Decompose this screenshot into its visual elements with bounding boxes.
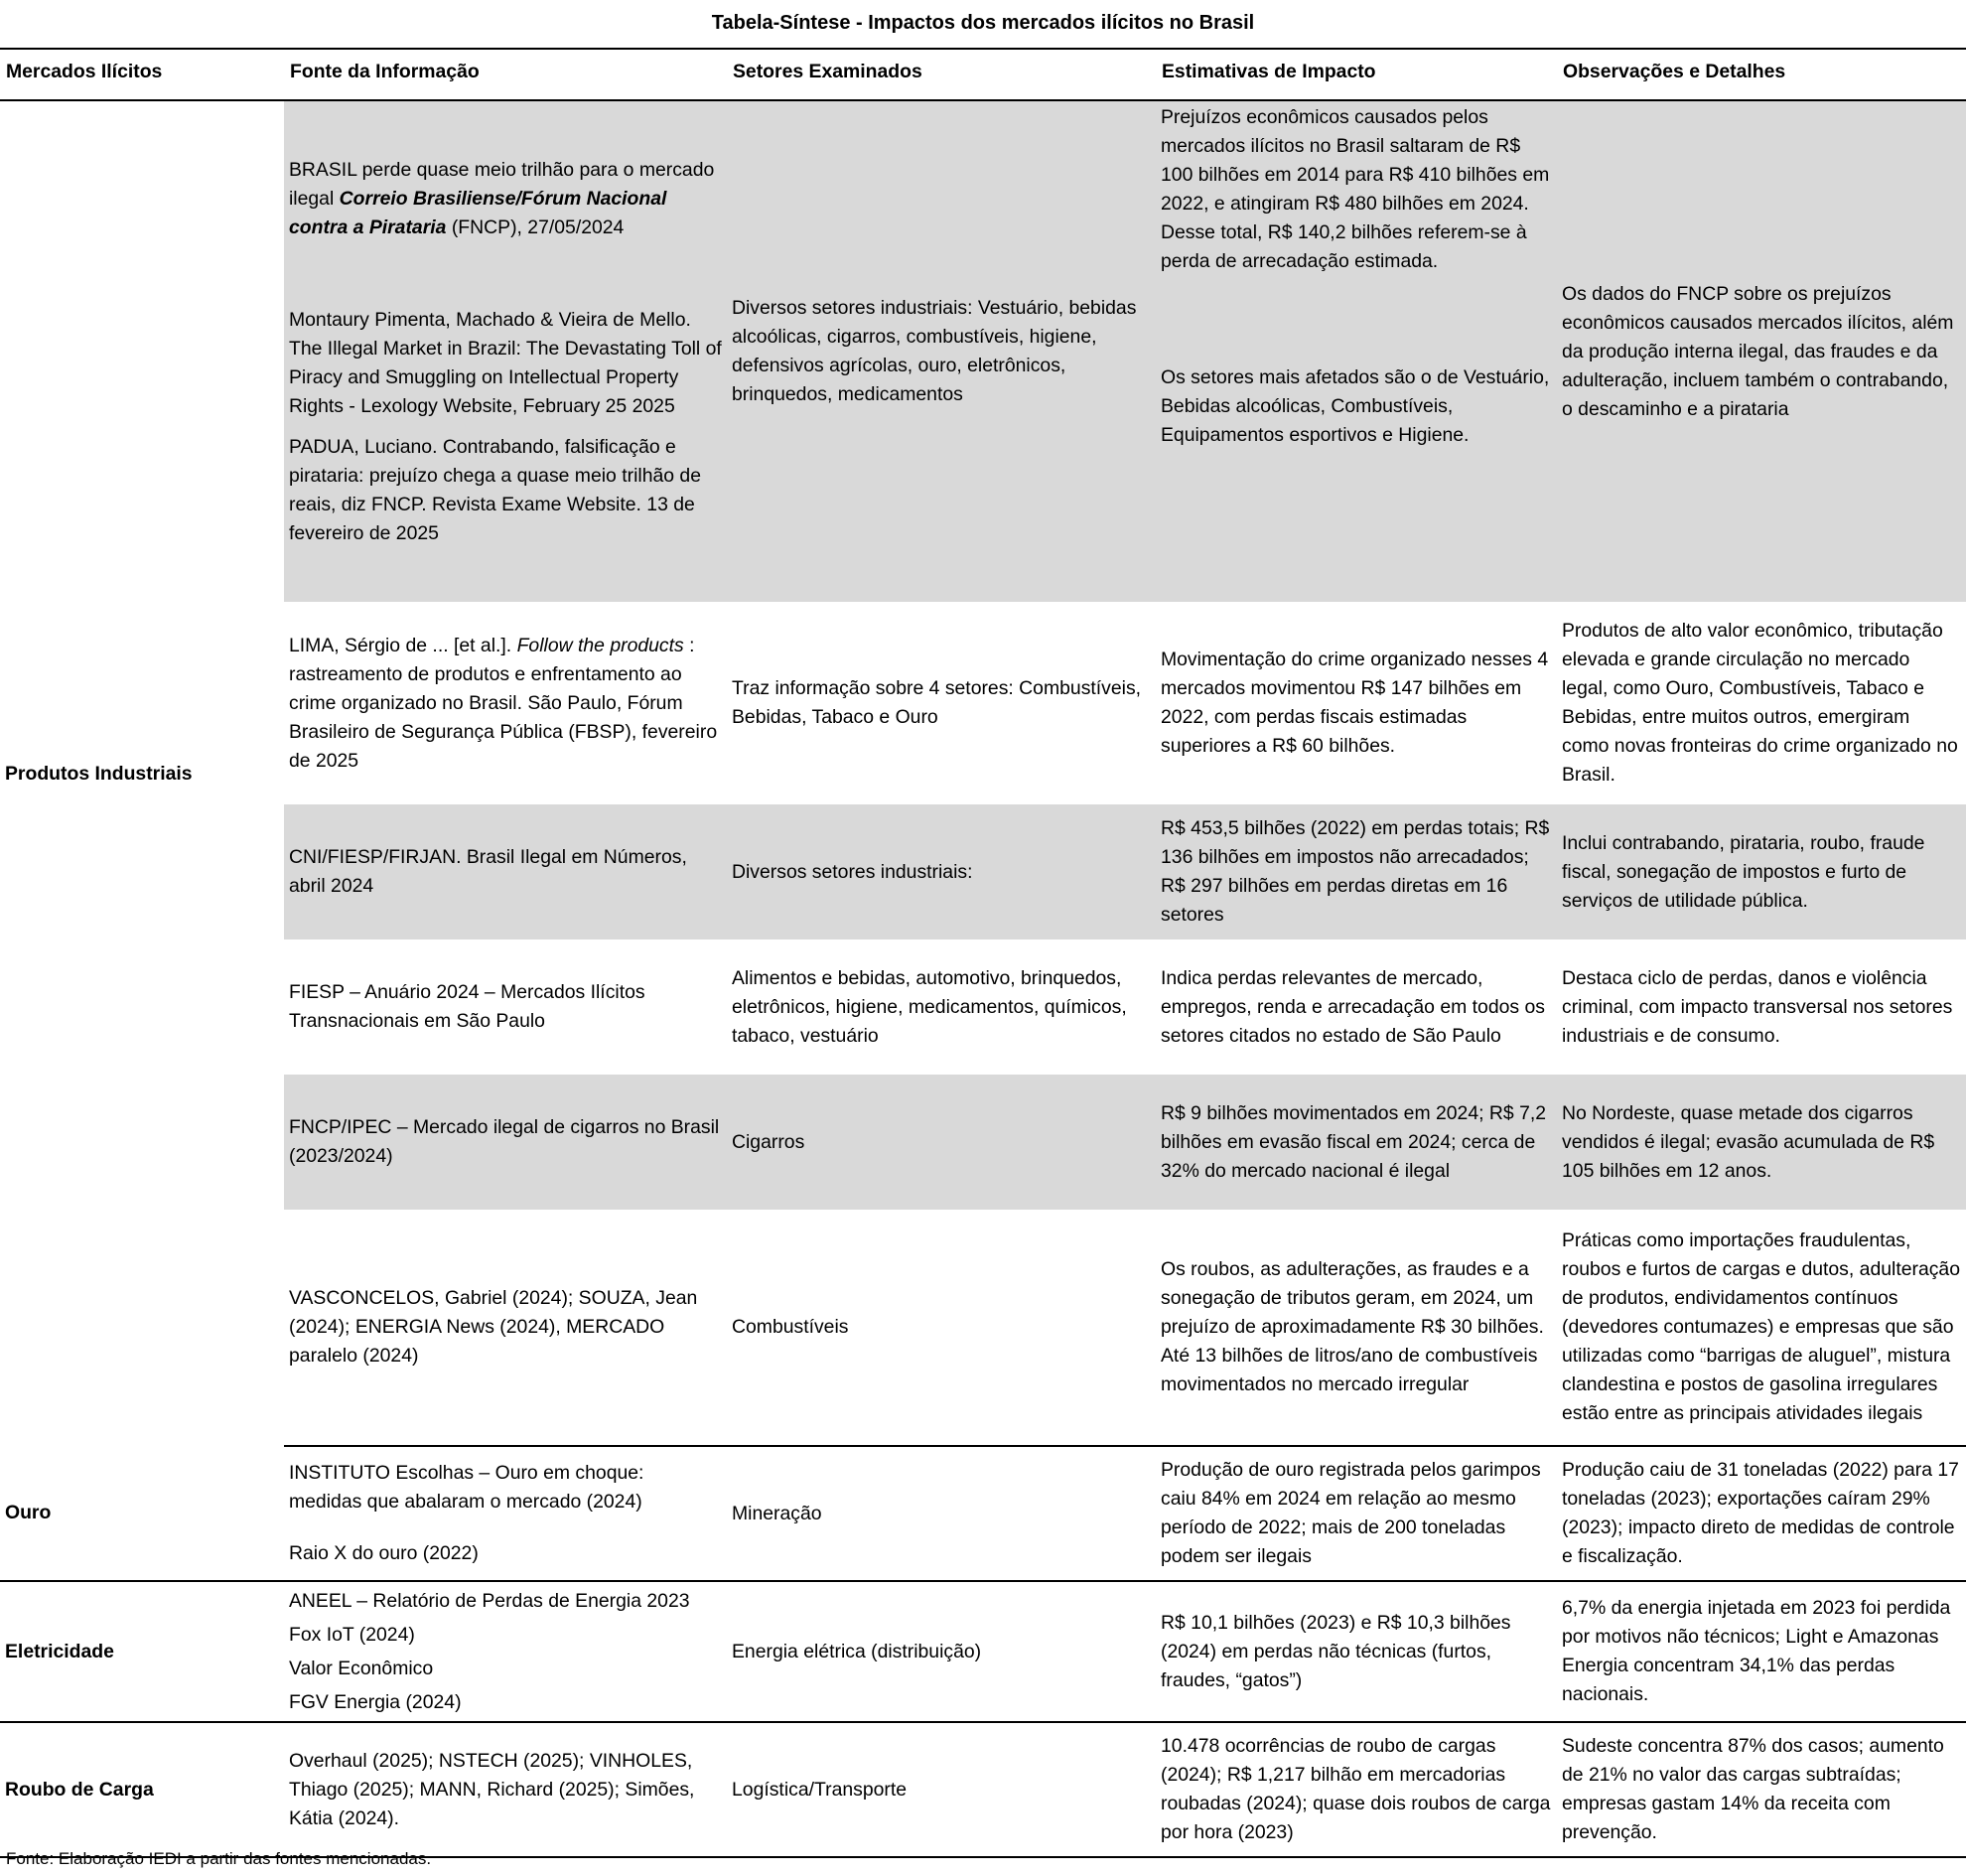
table-row [0,602,1966,804]
table-row [0,1446,1966,1581]
notes-cell: Práticas como importações fraudulentas, roubos e furtos de cargas e dutos, adulteração de produtos, endividamentos contínuos (devedores contumazes) e empresas que são utilizadas como “barrigas de aluguel”, mistura clandestina e postos de gasolina irregulares estão entre as principais atividades ilegais [1557,1210,1966,1446]
source-cell [284,100,727,602]
source-cell: INSTITUTO Escolhas – Ouro em choque: medidas que abalaram o mercado (2024) Raio X do ouro (2022) [284,1446,727,1581]
sectors-cell: Diversos setores industriais: Vestuário, bebidas alcoólicas, cigarros, combustíveis, higiene, defensivos agrícolas, ouro, eletrônicos, brinquedos, medicamentos [727,100,1156,602]
impact-cell: Os roubos, as adulterações, as fraudes e a sonegação de tributos geram, em 2024, um prejuízo de aproximadamente R$ 30 bilhões. Até 13 bilhões de litros/ano de combustíveis movimentados no mercado irregular [1156,1210,1557,1446]
impact-cell: R$ 453,5 bilhões (2022) em perdas totais; R$ 136 bilhões em impostos não arrecadados; R$ 297 bilhões em perdas diretas em 16 setores [1156,804,1557,939]
notes-cell: 6,7% da energia injetada em 2023 foi perdida por motivos não técnicos; Light e Amazonas Energia concentram 34,1% das perdas nacionais. [1557,1581,1966,1722]
header-observacoes: Observações e Detalhes [1557,49,1966,100]
header-setores: Setores Examinados [727,49,1156,100]
source-cell: Overhaul (2025); NSTECH (2025); VINHOLES, Thiago (2025); MANN, Richard (2025); Simões, Kátia (2024). [284,1722,727,1857]
notes-cell: Produtos de alto valor econômico, tributação elevada e grande circulação no mercado legal, como Ouro, Combustíveis, Tabaco e Bebidas, entre muitos outros, emergiram como novas fronteiras do crime organizado no Brasil. [1562,620,1958,786]
table-row [0,1581,1966,1722]
header-row [0,49,1966,100]
market-ouro: Ouro [0,1446,284,1581]
sectors-cell: Diversos setores industriais: [727,804,1156,939]
impact-cell: Produção de ouro registrada pelos garimpos caiu 84% em 2024 em relação ao mesmo período de 2022; mais de 200 toneladas podem ser ilegais [1156,1446,1557,1581]
source-paragraph: PADUA, Luciano. Contrabando, falsificação e pirataria: prejuízo chega a quase meio trilhão de reais, diz FNCP. Revista Exame Website. 13 de fevereiro de 2025 [289,435,701,544]
sectors-cell: Traz informação sobre 4 setores: Combustíveis, Bebidas, Tabaco e Ouro [732,677,1142,728]
table-row [0,1075,1966,1210]
impact-cell: R$ 10,1 bilhões (2023) e R$ 10,3 bilhões (2024) em perdas não técnicas (furtos, fraudes, “gatos”) [1156,1581,1557,1722]
table-row [0,804,1966,939]
impact-cell: Prejuízos econômicos causados pelos mercados ilícitos no Brasil saltaram de R$ 100 bilhões em 2014 para R$ 410 bilhões em 2022, e atingiram R$ 480 bilhões em 2024. Desse total, R$ 140,2 bilhões referem-se à perda de arrecadação estimada. Os setores mais afetados são o de Vestuário, Bebidas alcoólicas, Combustíveis, Equipamentos esportivos e Higiene. [1156,100,1557,602]
market-produtos-industriais: Produtos Industriais [0,100,284,1446]
market-eletricidade: Eletricidade [0,1581,284,1722]
source-cell: CNI/FIESP/FIRJAN. Brasil Ilegal em Números, abril 2024 [284,804,727,939]
source-paragraph: BRASIL perde quase meio trilhão para o mercado ilegal Correio Brasiliense/Fórum Nacional contra a Pirataria (FNCP), 27/05/2024 [289,158,715,238]
header-estimativas: Estimativas de Impacto [1156,49,1557,100]
header-mercados: Mercados Ilícitos [0,49,284,100]
table-row [0,1722,1966,1857]
header-fonte: Fonte da Informação [284,49,727,100]
source-cell: ANEEL – Relatório de Perdas de Energia 2023 Fox IoT (2024) Valor Econômico FGV Energia (2024) [284,1581,727,1722]
source-cell: FNCP/IPEC – Mercado ilegal de cigarros no Brasil (2023/2024) [284,1075,727,1210]
table-row [0,939,1966,1075]
sectors-cell: Combustíveis [727,1210,1156,1446]
impact-cell: Movimentação do crime organizado nesses 4 mercados movimentou R$ 147 bilhões em 2022, com perdas fiscais estimadas superiores a R$ 60 bilhões. [1161,649,1549,757]
sectors-cell: Cigarros [727,1075,1156,1210]
source-cell: LIMA, Sérgio de ... [et al.]. Follow the products : rastreamento de produtos e enfrentamento ao crime organizado no Brasil. São Paulo, Fórum Brasileiro de Segurança Pública (FBSP), fevereiro de 2025 [289,634,718,772]
source-cell: FIESP – Anuário 2024 – Mercados Ilícitos Transnacionais em São Paulo [289,981,645,1032]
summary-table [0,48,1966,1858]
notes-cell: Os dados do FNCP sobre os prejuízos econômicos causados mercados ilícitos, além da produção interna ilegal, das fraudes e da adulteração, incluem também o contrabando, o descaminho e a pirataria [1557,100,1966,602]
sectors-cell: Alimentos e bebidas, automotivo, brinquedos, eletrônicos, higiene, medicamentos, químicos, tabaco, vestuário [732,966,1127,1047]
notes-cell: Destaca ciclo de perdas, danos e violência criminal, com impacto transversal nos setores industriais e de consumo. [1562,966,1953,1047]
sectors-cell: Energia elétrica (distribuição) [727,1581,1156,1722]
impact-cell: 10.478 ocorrências de roubo de cargas (2024); R$ 1,217 bilhão em mercadorias roubadas (2024); quase dois roubos de carga por hora (2023) [1156,1722,1557,1857]
market-roubo-de-carga: Roubo de Carga [0,1722,284,1857]
impact-cell: Indica perdas relevantes de mercado, empregos, renda e arrecadação em todos os setores citados no estado de São Paulo [1161,966,1545,1047]
table-row [0,100,1966,602]
source-paragraph: Montaury Pimenta, Machado & Vieira de Mello. The Illegal Market in Brazil: The Devastating Toll of Piracy and Smuggling on Intellectual Property Rights - Lexology Website, February 25 2025 [289,308,722,417]
notes-cell: Sudeste concentra 87% dos casos; aumento de 21% no valor das cargas subtraídas; empresas gastam 14% da receita com prevenção. [1557,1722,1966,1857]
footnote: Fonte: Elaboração IEDI a partir das fontes mencionadas. [6,1849,432,1868]
source-cell: VASCONCELOS, Gabriel (2024); SOUZA, Jean (2024); ENERGIA News (2024), MERCADO paralelo (2024) [284,1210,727,1446]
impact-cell: R$ 9 bilhões movimentados em 2024; R$ 7,2 bilhões em evasão fiscal em 2024; cerca de 32% do mercado nacional é ilegal [1156,1075,1557,1210]
table-row [0,1210,1966,1446]
notes-cell: No Nordeste, quase metade dos cigarros vendidos é ilegal; evasão acumulada de R$ 105 bilhões em 12 anos. [1557,1075,1966,1210]
notes-cell: Produção caiu de 31 toneladas (2022) para 17 toneladas (2023); exportações caíram 29% (2023); impacto direto de medidas de controle e fiscalização. [1557,1446,1966,1581]
notes-cell: Inclui contrabando, pirataria, roubo, fraude fiscal, sonegação de impostos e furto de serviços de utilidade pública. [1557,804,1966,939]
sectors-cell: Mineração [727,1446,1156,1581]
sectors-cell: Logística/Transporte [727,1722,1156,1857]
table-title: Tabela-Síntese - Impactos dos mercados ilícitos no Brasil [711,12,1255,34]
